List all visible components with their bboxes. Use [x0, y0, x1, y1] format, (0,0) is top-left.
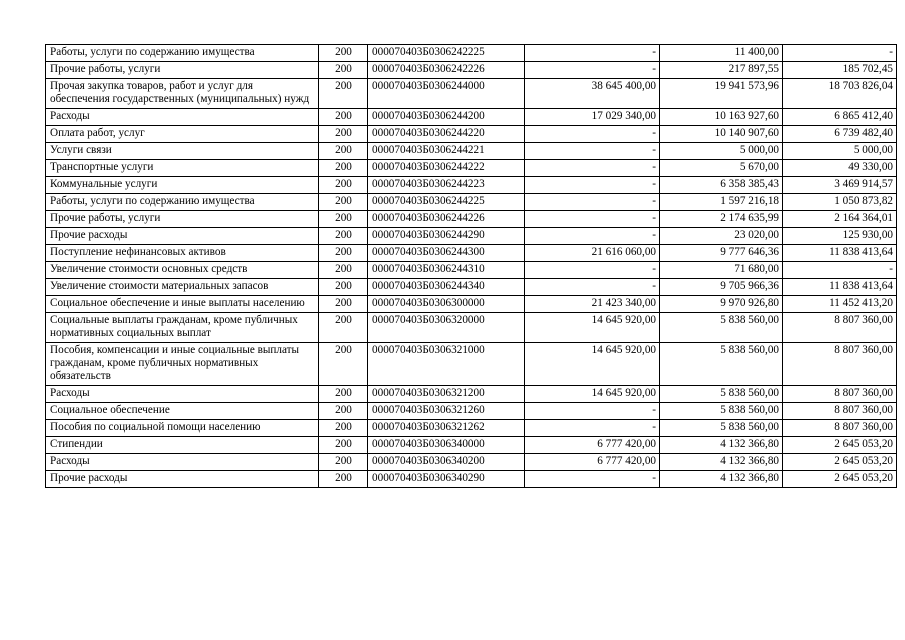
row-kbk-cell: 000070403Б0306244226 [368, 211, 525, 228]
row-unexecuted-cell: 6 865 412,40 [783, 109, 897, 126]
row-kbk-cell: 000070403Б0306244340 [368, 279, 525, 296]
row-code-cell: 200 [319, 143, 368, 160]
row-name-cell: Прочие работы, услуги [46, 211, 319, 228]
row-kbk-cell: 000070403Б0306320000 [368, 313, 525, 343]
row-executed-cell: 217 897,55 [660, 62, 783, 79]
table-row [46, 194, 897, 211]
row-executed-cell: 23 020,00 [660, 228, 783, 245]
row-kbk-cell: 000070403Б0306244223 [368, 177, 525, 194]
table-row [46, 471, 897, 488]
row-unexecuted-cell: 3 469 914,57 [783, 177, 897, 194]
row-code-cell: 200 [319, 211, 368, 228]
row-kbk-cell: 000070403Б0306244290 [368, 228, 525, 245]
row-name-cell: Прочие работы, услуги [46, 62, 319, 79]
row-code-cell: 200 [319, 109, 368, 126]
row-approved-cell: - [525, 177, 660, 194]
row-executed-cell: 6 358 385,43 [660, 177, 783, 194]
row-name-cell: Социальные выплаты гражданам, кроме публичных нормативных социальных выплат [46, 313, 319, 343]
row-approved-cell: 38 645 400,00 [525, 79, 660, 109]
row-approved-cell: - [525, 471, 660, 488]
row-code-cell: 200 [319, 437, 368, 454]
row-code-cell: 200 [319, 160, 368, 177]
row-name-cell: Коммунальные услуги [46, 177, 319, 194]
table-row [46, 279, 897, 296]
row-approved-cell: 14 645 920,00 [525, 343, 660, 386]
row-unexecuted-cell: 8 807 360,00 [783, 420, 897, 437]
table-row [46, 211, 897, 228]
row-approved-cell: - [525, 262, 660, 279]
row-name-cell: Пособия по социальной помощи населению [46, 420, 319, 437]
row-unexecuted-cell: 1 050 873,82 [783, 194, 897, 211]
table-row [46, 454, 897, 471]
row-code-cell: 200 [319, 279, 368, 296]
table-row [46, 296, 897, 313]
row-code-cell: 200 [319, 343, 368, 386]
row-kbk-cell: 000070403Б0306244220 [368, 126, 525, 143]
table-body [46, 45, 897, 488]
row-kbk-cell: 000070403Б0306244310 [368, 262, 525, 279]
row-code-cell: 200 [319, 194, 368, 211]
row-kbk-cell: 000070403Б0306244000 [368, 79, 525, 109]
row-name-cell: Оплата работ, услуг [46, 126, 319, 143]
row-kbk-cell: 000070403Б0306340290 [368, 471, 525, 488]
row-kbk-cell: 000070403Б0306242226 [368, 62, 525, 79]
row-kbk-cell: 000070403Б0306244200 [368, 109, 525, 126]
row-name-cell: Стипендии [46, 437, 319, 454]
table-row [46, 79, 897, 109]
row-executed-cell: 10 140 907,60 [660, 126, 783, 143]
row-code-cell: 200 [319, 420, 368, 437]
row-executed-cell: 5 838 560,00 [660, 343, 783, 386]
row-unexecuted-cell: - [783, 45, 897, 62]
row-unexecuted-cell: 11 452 413,20 [783, 296, 897, 313]
row-unexecuted-cell: 125 930,00 [783, 228, 897, 245]
table-row [46, 437, 897, 454]
row-approved-cell: - [525, 126, 660, 143]
table-row [46, 420, 897, 437]
row-code-cell: 200 [319, 313, 368, 343]
row-code-cell: 200 [319, 454, 368, 471]
row-unexecuted-cell: 2 164 364,01 [783, 211, 897, 228]
row-executed-cell: 2 174 635,99 [660, 211, 783, 228]
row-kbk-cell: 000070403Б0306244225 [368, 194, 525, 211]
row-name-cell: Поступление нефинансовых активов [46, 245, 319, 262]
row-kbk-cell: 000070403Б0306300000 [368, 296, 525, 313]
row-executed-cell: 5 838 560,00 [660, 313, 783, 343]
row-name-cell: Работы, услуги по содержанию имущества [46, 194, 319, 211]
row-code-cell: 200 [319, 228, 368, 245]
row-executed-cell: 1 597 216,18 [660, 194, 783, 211]
row-name-cell: Увеличение стоимости основных средств [46, 262, 319, 279]
row-name-cell: Расходы [46, 109, 319, 126]
row-name-cell: Социальное обеспечение [46, 403, 319, 420]
row-executed-cell: 9 705 966,36 [660, 279, 783, 296]
row-code-cell: 200 [319, 45, 368, 62]
row-approved-cell: - [525, 403, 660, 420]
table-row [46, 228, 897, 245]
row-executed-cell: 4 132 366,80 [660, 471, 783, 488]
row-kbk-cell: 000070403Б0306321260 [368, 403, 525, 420]
row-name-cell: Работы, услуги по содержанию имущества [46, 45, 319, 62]
table-row [46, 313, 897, 343]
row-name-cell: Услуги связи [46, 143, 319, 160]
row-kbk-cell: 000070403Б0306340000 [368, 437, 525, 454]
table-row [46, 143, 897, 160]
row-approved-cell: - [525, 228, 660, 245]
row-executed-cell: 10 163 927,60 [660, 109, 783, 126]
table-row [46, 177, 897, 194]
row-executed-cell: 11 400,00 [660, 45, 783, 62]
row-approved-cell: 14 645 920,00 [525, 313, 660, 343]
row-code-cell: 200 [319, 262, 368, 279]
row-kbk-cell: 000070403Б0306321000 [368, 343, 525, 386]
row-approved-cell: - [525, 62, 660, 79]
table-row [46, 45, 897, 62]
row-executed-cell: 4 132 366,80 [660, 454, 783, 471]
row-unexecuted-cell: 5 000,00 [783, 143, 897, 160]
row-approved-cell: 6 777 420,00 [525, 437, 660, 454]
budget-execution-table [45, 44, 897, 488]
row-code-cell: 200 [319, 386, 368, 403]
table-row [46, 62, 897, 79]
row-unexecuted-cell: 8 807 360,00 [783, 313, 897, 343]
row-approved-cell: 17 029 340,00 [525, 109, 660, 126]
row-kbk-cell: 000070403Б0306321200 [368, 386, 525, 403]
row-code-cell: 200 [319, 126, 368, 143]
table-row [46, 126, 897, 143]
row-executed-cell: 19 941 573,96 [660, 79, 783, 109]
row-name-cell: Прочая закупка товаров, работ и услуг для обеспечения государственных (муниципальных) нужд [46, 79, 319, 109]
row-name-cell: Увеличение стоимости материальных запасов [46, 279, 319, 296]
row-executed-cell: 5 838 560,00 [660, 403, 783, 420]
row-unexecuted-cell: 8 807 360,00 [783, 386, 897, 403]
row-executed-cell: 71 680,00 [660, 262, 783, 279]
row-name-cell: Расходы [46, 454, 319, 471]
table-row [46, 386, 897, 403]
table-row [46, 343, 897, 386]
row-unexecuted-cell: 11 838 413,64 [783, 279, 897, 296]
row-approved-cell: - [525, 194, 660, 211]
table-row [46, 262, 897, 279]
row-kbk-cell: 000070403Б0306244221 [368, 143, 525, 160]
row-code-cell: 200 [319, 62, 368, 79]
row-approved-cell: 6 777 420,00 [525, 454, 660, 471]
row-code-cell: 200 [319, 177, 368, 194]
row-kbk-cell: 000070403Б0306242225 [368, 45, 525, 62]
row-code-cell: 200 [319, 296, 368, 313]
row-name-cell: Транспортные услуги [46, 160, 319, 177]
row-approved-cell: - [525, 420, 660, 437]
row-kbk-cell: 000070403Б0306321262 [368, 420, 525, 437]
row-code-cell: 200 [319, 471, 368, 488]
row-kbk-cell: 000070403Б0306244300 [368, 245, 525, 262]
row-code-cell: 200 [319, 245, 368, 262]
row-code-cell: 200 [319, 403, 368, 420]
row-unexecuted-cell: 18 703 826,04 [783, 79, 897, 109]
row-executed-cell: 5 838 560,00 [660, 386, 783, 403]
row-executed-cell: 9 970 926,80 [660, 296, 783, 313]
row-unexecuted-cell: 6 739 482,40 [783, 126, 897, 143]
row-executed-cell: 5 838 560,00 [660, 420, 783, 437]
row-unexecuted-cell: 8 807 360,00 [783, 403, 897, 420]
table-row [46, 160, 897, 177]
row-unexecuted-cell: 8 807 360,00 [783, 343, 897, 386]
table-row [46, 109, 897, 126]
row-kbk-cell: 000070403Б0306340200 [368, 454, 525, 471]
row-unexecuted-cell: 2 645 053,20 [783, 454, 897, 471]
row-approved-cell: 21 616 060,00 [525, 245, 660, 262]
row-approved-cell: - [525, 160, 660, 177]
row-code-cell: 200 [319, 79, 368, 109]
row-executed-cell: 9 777 646,36 [660, 245, 783, 262]
table-row [46, 403, 897, 420]
row-unexecuted-cell: 49 330,00 [783, 160, 897, 177]
row-name-cell: Социальное обеспечение и иные выплаты населению [46, 296, 319, 313]
row-approved-cell: - [525, 143, 660, 160]
row-name-cell: Прочие расходы [46, 471, 319, 488]
row-unexecuted-cell: 11 838 413,64 [783, 245, 897, 262]
row-approved-cell: - [525, 279, 660, 296]
row-name-cell: Прочие расходы [46, 228, 319, 245]
row-approved-cell: - [525, 211, 660, 228]
row-executed-cell: 4 132 366,80 [660, 437, 783, 454]
row-name-cell: Расходы [46, 386, 319, 403]
row-executed-cell: 5 000,00 [660, 143, 783, 160]
row-executed-cell: 5 670,00 [660, 160, 783, 177]
row-unexecuted-cell: 2 645 053,20 [783, 437, 897, 454]
row-approved-cell: 21 423 340,00 [525, 296, 660, 313]
row-approved-cell: - [525, 45, 660, 62]
row-kbk-cell: 000070403Б0306244222 [368, 160, 525, 177]
row-approved-cell: 14 645 920,00 [525, 386, 660, 403]
table-row [46, 245, 897, 262]
row-name-cell: Пособия, компенсации и иные социальные выплаты гражданам, кроме публичных нормативных обязательств [46, 343, 319, 386]
row-unexecuted-cell: 2 645 053,20 [783, 471, 897, 488]
row-unexecuted-cell: - [783, 262, 897, 279]
row-unexecuted-cell: 185 702,45 [783, 62, 897, 79]
